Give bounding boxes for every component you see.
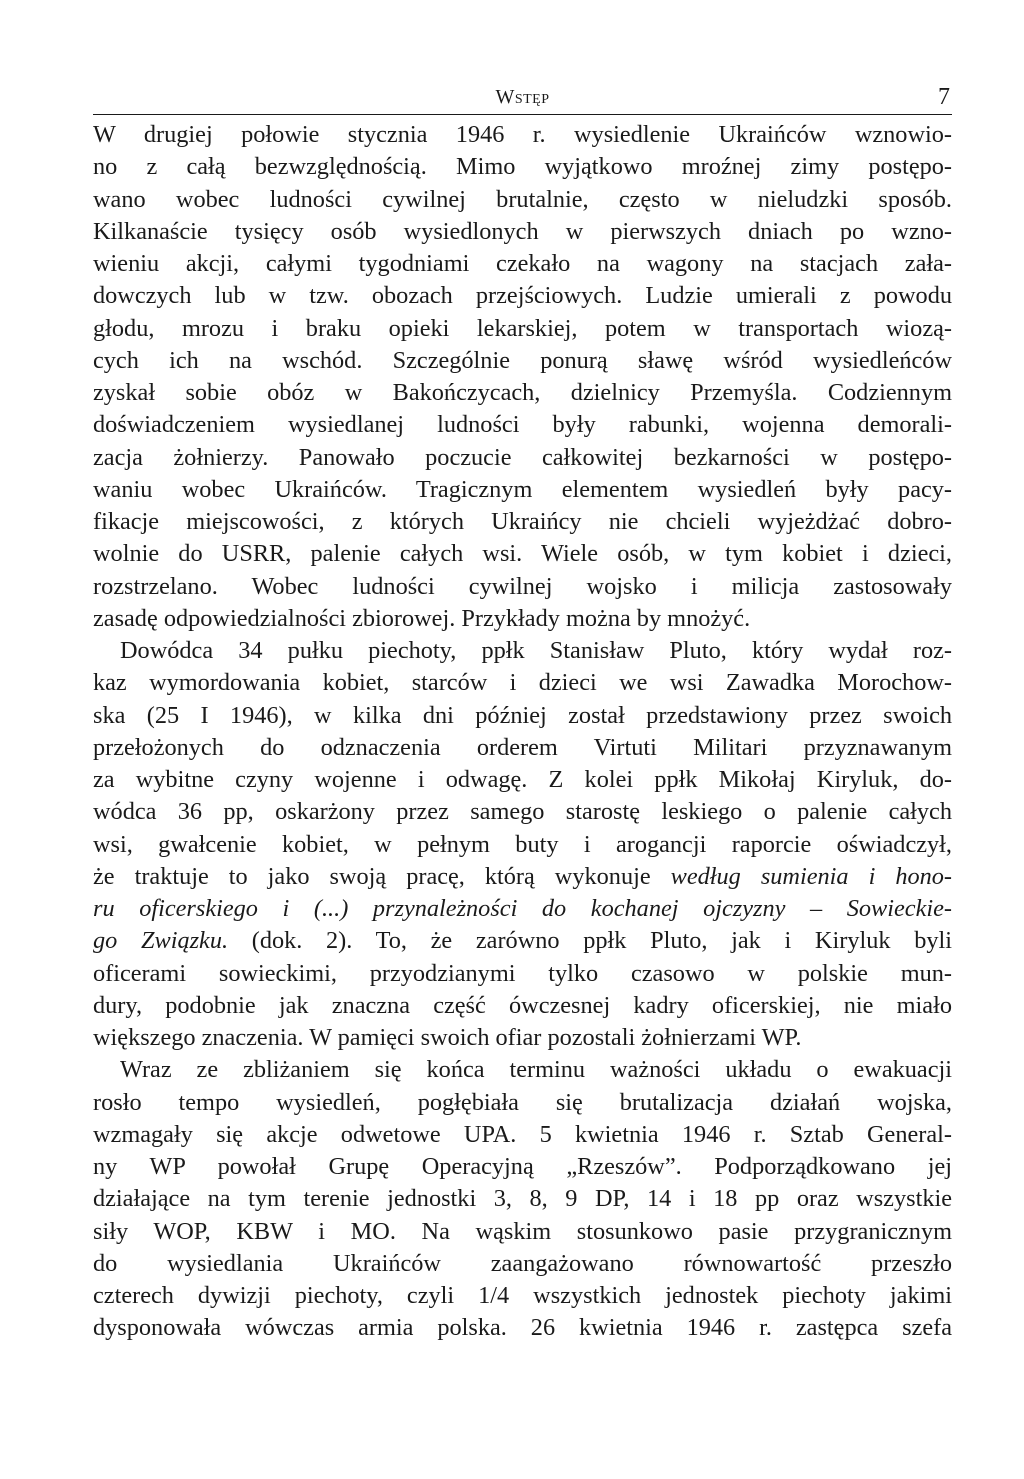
italic-quote: według sumienia i hono-: [670, 862, 953, 890]
text-line: [93, 1280, 952, 1312]
text-line: [93, 732, 952, 764]
text-line: [93, 990, 952, 1022]
text-line: [93, 861, 952, 893]
text-line: [93, 635, 952, 667]
text-line: [93, 1248, 952, 1280]
text-run: (dok. 2). To, że zarówno ppłk Pluto, jak i Kiryluk byli: [228, 927, 952, 955]
text-line: [93, 893, 952, 925]
text-run: rosło tempo wysiedleń, pogłębiała się brutalizacja działań wojska,: [93, 1088, 952, 1116]
text-line: [93, 1022, 952, 1054]
text-run: wódca 36 pp, oskarżony przez samego starostę leskiego o palenie całych: [93, 798, 952, 826]
text-run: ska (25 I 1946), w kilka dni później został przedstawiony przez swoich: [93, 701, 952, 729]
text-run: cych ich na wschód. Szczególnie ponurą sławę wśród wysiedleńców: [93, 346, 952, 374]
text-line: [93, 313, 952, 345]
paragraph: [93, 119, 952, 635]
text-line: [93, 377, 952, 409]
text-run: wano wobec ludności cywilnej brutalnie, często w nieludzki sposób.: [93, 185, 952, 213]
text-run: wolnie do USRR, palenie całych wsi. Wiele osób, w tym kobiet i dzieci,: [93, 540, 952, 568]
text-run: oficerami sowieckimi, przyodzianymi tylko czasowo w polskie mun-: [93, 959, 952, 987]
page-number: 7: [938, 84, 950, 110]
text-line: [93, 1312, 952, 1344]
italic-quote: go Związku.: [93, 927, 229, 955]
text-line: [93, 1087, 952, 1119]
text-run: Kilkanaście tysięcy osób wysiedlonych w pierwszych dniach po wzno-: [93, 217, 952, 245]
text-run: dysponowała wówczas armia polska. 26 kwietnia 1946 r. zastępca szefa: [93, 1314, 952, 1342]
text-run: zyskał sobie obóz w Bakończycach, dzielnicy Przemyśla. Codziennym: [93, 379, 952, 406]
page-header: [93, 84, 952, 115]
text-run: za wybitne czyny wojenne i odwagę. Z kolei ppłk Mikołaj Kiryluk, do-: [93, 766, 952, 793]
text-line: [93, 474, 952, 506]
text-run: wzmagały się akcje odwetowe UPA. 5 kwietnia 1946 r. Sztab General-: [93, 1120, 952, 1148]
running-head: Wstęp: [495, 86, 550, 108]
text-run: kaz wymordowania kobiet, starców i dzieci we wsi Zawadka Morochow-: [93, 669, 952, 697]
text-line: [93, 1151, 952, 1183]
text-run: działające na tym terenie jednostki 3, 8, 9 DP, 14 i 18 pp oraz wszystkie: [93, 1185, 952, 1213]
text-run: waniu wobec Ukraińców. Tragicznym elementem wysiedleń były pacy-: [93, 475, 952, 503]
text-line: [93, 796, 952, 828]
text-run: W drugiej połowie stycznia 1946 r. wysiedlenie Ukraińców wznowio-: [93, 121, 952, 148]
text-line: [93, 958, 952, 990]
text-line: [93, 925, 952, 957]
text-run: przełożonych do odznaczenia orderem Virtuti Militari przyznawanym: [93, 733, 952, 761]
text-line: [93, 1183, 952, 1215]
text-line: [93, 345, 952, 377]
text-line: [93, 667, 952, 699]
text-run: rozstrzelano. Wobec ludności cywilnej wojsko i milicja zastosowały: [93, 572, 952, 600]
text-line: [93, 1216, 952, 1248]
text-run: doświadczeniem wysiedlanej ludności były rabunki, wojenna demorali-: [93, 411, 952, 439]
text-run: Dowódca 34 pułku piechoty, ppłk Stanisław Pluto, który wydał roz-: [120, 637, 952, 664]
text-run: wsi, gwałcenie kobiet, w pełnym buty i arogancji raporcie oświadczył,: [93, 830, 952, 858]
text-run: do wysiedlania Ukraińców zaangażowano równowartość przeszło: [93, 1249, 952, 1277]
text-line: [93, 571, 952, 603]
text-run: Wraz ze zbliżaniem się końca terminu ważności układu o ewakuacji: [120, 1056, 952, 1084]
paragraph: [93, 1054, 952, 1344]
text-line: [93, 151, 952, 183]
text-run: dowczych lub w tzw. obozach przejściowych. Ludzie umierali z powodu: [93, 282, 952, 310]
text-line: [93, 409, 952, 441]
text-line: [93, 603, 952, 635]
text-run: siły WOP, KBW i MO. Na wąskim stosunkowo pasie przygranicznym: [93, 1217, 952, 1245]
paragraph: [93, 635, 952, 1054]
text-run: większego znaczenia. W pamięci swoich ofiar pozostali żołnierzami WP.: [93, 1024, 802, 1051]
text-run: wieniu akcji, całymi tygodniami czekało na wagony na stacjach zała-: [93, 250, 952, 277]
text-line: [93, 248, 952, 280]
text-run: że traktuje to jako swoją pracę, którą wykonuje: [93, 862, 671, 890]
text-line: [93, 216, 952, 248]
body-text: [93, 119, 952, 1345]
text-line: [93, 1119, 952, 1151]
text-line: [93, 538, 952, 570]
text-run: dury, podobnie jak znaczna część ówczesnej kadry oficerskiej, nie miało: [93, 991, 952, 1019]
text-run: głodu, mrozu i braku opieki lekarskiej, potem w transportach wiozą-: [93, 314, 952, 342]
text-line: [93, 1054, 952, 1086]
text-line: [93, 119, 952, 151]
book-page: [93, 84, 952, 1345]
italic-quote: ru oficerskiego i (...) przynależności do kochanej ojczyzny – Sowieckie-: [93, 895, 952, 922]
text-line: [93, 829, 952, 861]
text-run: no z całą bezwzględnością. Mimo wyjątkowo mroźnej zimy postępo-: [93, 153, 952, 181]
text-line: [93, 700, 952, 732]
text-run: ny WP powołał Grupę Operacyjną „Rzeszów”. Podporządkowano jej: [93, 1153, 952, 1180]
text-line: [93, 442, 952, 474]
text-run: czterech dywizji piechoty, czyli 1/4 wszystkich jednostek piechoty jakimi: [93, 1282, 952, 1309]
text-run: zasadę odpowiedzialności zbiorowej. Przykłady można by mnożyć.: [93, 604, 751, 632]
text-line: [93, 184, 952, 216]
text-line: [93, 280, 952, 312]
text-line: [93, 506, 952, 538]
text-run: fikacje miejscowości, z których Ukraińcy nie chcieli wyjeżdżać dobro-: [93, 508, 952, 535]
text-line: [93, 764, 952, 796]
text-run: zacja żołnierzy. Panowało poczucie całkowitej bezkarności w postępo-: [93, 443, 952, 471]
